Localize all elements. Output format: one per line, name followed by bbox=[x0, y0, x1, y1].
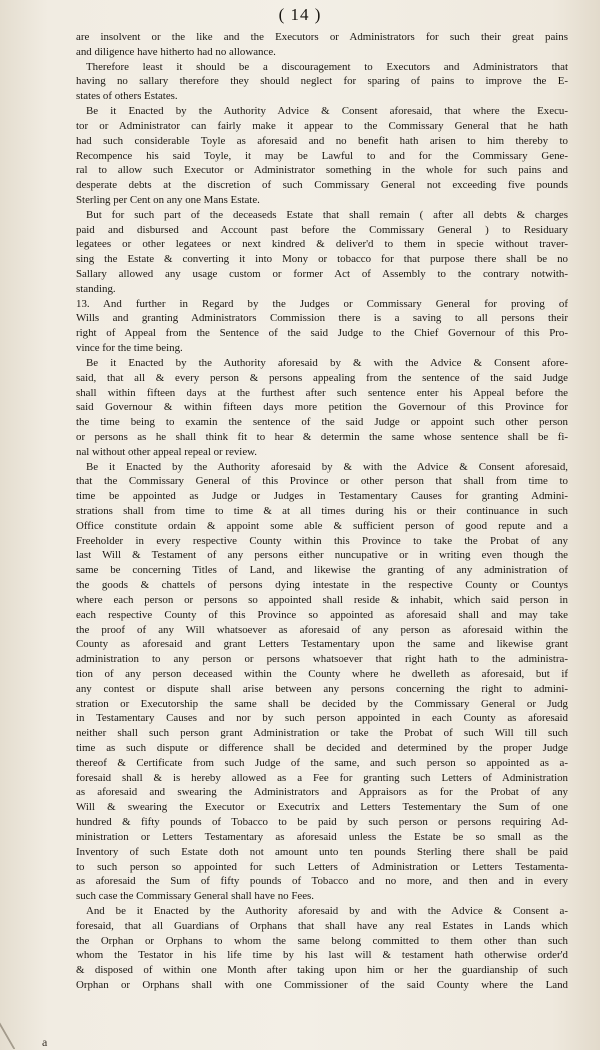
text-line: tion of any person deceased within the County where he dwelleth as aforesaid, but if bbox=[76, 667, 568, 680]
text-line: foresaid, that all Guardians of Orphans that shall have any real Estates in Lands which bbox=[76, 919, 568, 932]
text-line: Inventory of such Estate doth not amount unto ten pounds Sterling there shall be paid bbox=[76, 845, 568, 858]
text-line: 13. And further in Regard by the Judges or Commissary General for proving of bbox=[76, 297, 568, 310]
text-line: are insolvent or the like and the Executors or Administrators for such their great pains bbox=[76, 31, 568, 43]
text-line: Wills and granting Administrators Commission there is a saving to all persons their bbox=[76, 312, 568, 325]
text-line: such case the Commissary General shall have no Fees. bbox=[76, 890, 315, 903]
text-line: But for such part of the deceaseds Estate that shall remain ( after all debts & charges bbox=[86, 208, 568, 221]
text-line: ral to allow such Executor or Administrator something in the whole for such pains and bbox=[76, 164, 568, 177]
text-line: to such person so appointed for such Letters of Administration or Letters Testamenta- bbox=[76, 860, 568, 873]
text-line: stration or Executorship the same shall be decided by the Commissary General or Judg bbox=[76, 697, 568, 710]
text-line: Freeholder in every respective County within this Province to take the Probat of any bbox=[76, 534, 568, 547]
text-line: County as aforesaid and grant Letters Testamentary upon the same and likewise grant bbox=[76, 638, 568, 651]
body-text bbox=[76, 30, 568, 993]
text-line: legatees or other legatees or next kindred & deliver'd to them in specie without traver- bbox=[76, 238, 568, 251]
text-line: had such considerable Toyle as aforesaid and no benefit hath arisen to him thereby to bbox=[76, 134, 568, 147]
text-line: sing the Estate & converting it into Mony or tobacco for that purpose there shall be no bbox=[76, 253, 568, 266]
text-line: tor or Administrator can fairly make it appear to the Commissary General that he hath bbox=[76, 119, 568, 132]
text-line: Therefore least it should be a discouragement to Executors and Administrators that bbox=[86, 60, 568, 73]
text-line: Recompence his said Toyle, it may be Lawful to and for the Commissary Gene- bbox=[76, 149, 568, 162]
text-line: the proof of any Will whatsoever as aforesaid of any person as aforesaid within the bbox=[76, 623, 568, 636]
text-line: the goods & chattels of persons dying intestate in the respective County or Countys bbox=[76, 579, 568, 592]
text-line: Sterling per Cent on any one Mans Estate. bbox=[76, 193, 260, 206]
text-line: & disposed of within one Month after taking upon him or her the guardianship of such bbox=[76, 964, 568, 977]
text-line: administration to any person or persons whatsoever that right hath to the administra- bbox=[76, 653, 568, 666]
text-line: Sallary allowed any usage custom or former Act of Assembly to the contrary notwith- bbox=[76, 268, 568, 280]
text-line: hundred & fifty pounds of Tobacco to be paid by such person or persons requiring Ad- bbox=[76, 816, 568, 829]
text-line: Office constitute ordain & appoint some able & sufficient person of good repute and a bbox=[76, 519, 568, 532]
text-line: desperate debts at the discretion of such Commissary General not exceeding five pounds bbox=[76, 179, 568, 192]
text-line: standing. bbox=[76, 282, 116, 295]
text-line: last Will & Testament of any persons either nuncupative or in writing even though the bbox=[76, 549, 568, 562]
text-line: Orphan or Orphans shall with one Commissioner of the said County where the Land bbox=[76, 979, 568, 991]
text-line: time as such dispute or difference shall be decided and determined by the proper Judge bbox=[76, 742, 568, 754]
text-line: Be it Enacted by the Authority aforesaid by & with the Advice & Consent aforesaid, bbox=[86, 460, 568, 473]
page-number: ( 14 ) bbox=[278, 5, 322, 24]
text-line: ministration or Letters Testamentary as aforesaid unless the Estate be so small as the bbox=[76, 830, 568, 843]
text-line: time be appointed as Judge or Judges in Testamentary Causes for granting Admini- bbox=[76, 490, 568, 503]
text-line: and diligence have hitherto had no allowance. bbox=[76, 45, 276, 58]
margin-glyph: a bbox=[42, 1035, 48, 1049]
text-line: strations shall from time to time & at all times during his or their continuance in such bbox=[76, 505, 568, 517]
text-line: any contest or dispute shall arise between any persons concerning the right to admini- bbox=[76, 682, 568, 695]
text-line: states of others Estates. bbox=[76, 90, 178, 103]
text-line: foresaid shall & is hereby allowed as a Fee for granting such Letters of Administration bbox=[76, 771, 568, 784]
text-line: Be it Enacted by the Authority Advice & Consent aforesaid, that where the Execu- bbox=[86, 105, 568, 118]
text-line: And be it Enacted by the Authority aforesaid by and with the Advice & Consent a- bbox=[86, 904, 568, 917]
text-line: as aforesaid the Sum of fifty pounds of Tobacco and no more, and then and in every bbox=[76, 875, 568, 888]
text-line: or persons as he shall think fit to hear & determin the same whose sentence shall be fi- bbox=[76, 430, 568, 443]
text-line: where each person or persons so appointed shall reside & inhabit, which said person in bbox=[76, 593, 568, 606]
text-line: Will & swearing the Executor or Executrix and Letters Testementary the Sum of one bbox=[76, 801, 568, 814]
text-line: in Testamentary Causes and nor by such person appointed in each County as aforesaid bbox=[76, 712, 568, 725]
text-line: neither shall such person grant Administration or take the Probat of such Will till such bbox=[76, 727, 568, 740]
page-edge-mark bbox=[0, 1012, 27, 1049]
text-line: said, that all & every person & persons appealing from the sentence of the said Judge bbox=[76, 371, 568, 384]
text-line: the Orphan or Orphans to whom the same belong committed to them other than such bbox=[76, 934, 568, 947]
text-line: having no sallary therefore they should neglect for sparing of pains to improve the E- bbox=[76, 75, 568, 88]
text-line: the time being to examin the sentence of the said Judge or appoint such other person bbox=[76, 416, 568, 429]
text-line: as aforesaid and swearing the Administrators and Appraisors as for the Probat of any bbox=[76, 786, 568, 799]
text-line: Be it Enacted by the Authority aforesaid by & with the Advice & Consent afore- bbox=[86, 356, 568, 369]
text-line: vince for the time being. bbox=[76, 342, 183, 355]
text-line: shall within fifteen days at the furthest after such sentence enter his Appeal before the bbox=[76, 386, 568, 399]
text-line: same be concerning Titles of Land, and likewise the granting of any administration of bbox=[76, 564, 568, 577]
text-line: each respective County of this Province so appointed as aforesaid shall and may take bbox=[76, 608, 568, 621]
text-line: paid and disbursed and Account past before the Commissary General ) to Residuary bbox=[76, 223, 568, 236]
text-line: that the Commissary General of this Province or other person that shall from time to bbox=[76, 475, 568, 488]
text-line: right of Appeal from the Sentence of the said Judge to the Chief Governour of this Pro- bbox=[76, 327, 568, 340]
text-line: thereof & Certificate from such Judge of the same, and such person so appointed as a- bbox=[76, 756, 568, 769]
text-line: said Governour & within fifteen days more petition the Governour of this Province for bbox=[76, 401, 568, 414]
text-line: whom the Testator in his life time by his last will & testament hath otherwise order'd bbox=[76, 949, 568, 962]
text-line: nal without other appeal repeal or review. bbox=[76, 445, 258, 458]
